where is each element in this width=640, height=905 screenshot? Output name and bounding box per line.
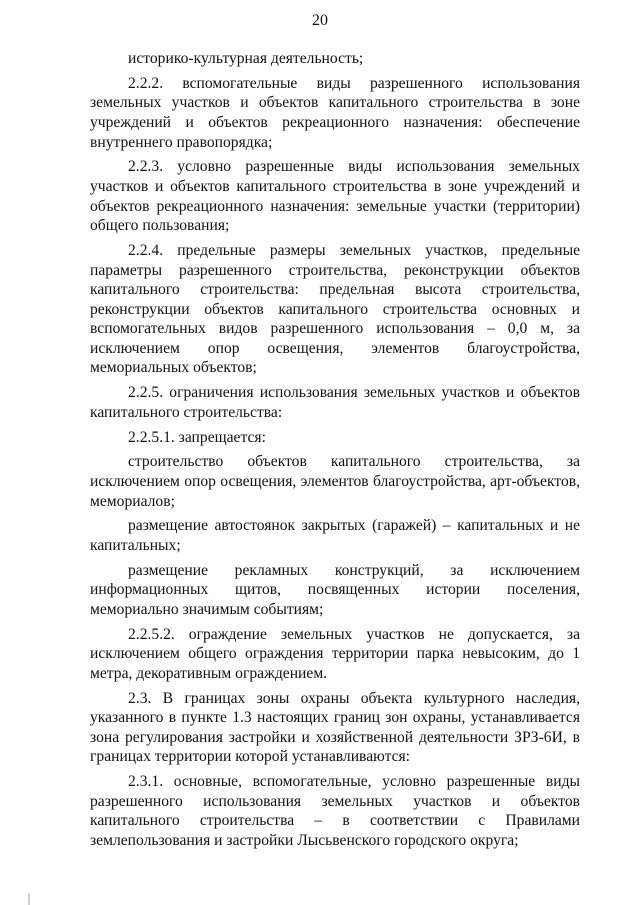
paragraph-2-2-5: 2.2.5. ограничения использования земельных участков и объектов капитального строительства:: [90, 384, 580, 421]
paragraph-advertising-ban: размещение рекламных конструкций, за исключением информационных щитов, посвященных истории поселения, мемориально значимым событиям;: [90, 561, 580, 618]
paragraph-2-2-5-1: 2.2.5.1. запрещается:: [128, 428, 266, 446]
document-body: [90, 49, 580, 856]
paragraph-parking-ban: размещение автостоянок закрытых (гаражей) – капитальных и не капитальных;: [90, 517, 580, 554]
paragraph-historical-cultural-activity: историко-культурная деятельность;: [128, 50, 364, 67]
paragraph-construction-ban: строительство объектов капитального строительства, за исключением опор освещения, элементов благоустройства, арт-объектов, мемориалов;: [90, 453, 580, 510]
paragraph-2-3-1: 2.3.1. основные, вспомогательные, условно разрешенные виды разрешенного использования земельных участков и объектов капитального строительства – в соответствии с Правилами землепользования и застройки Лысьвенского городского округа;: [90, 773, 580, 850]
paragraph-2-3: 2.3. В границах зоны охраны объекта культурного наследия, указанного в пункте 1.3 настоящих границ зон охраны, устанавливается зона регулирования застройки и хозяйственной деятельности ЗРЗ-6И, в границах территории которой устанавливаются:: [90, 689, 580, 766]
paragraph-2-2-3: 2.2.3. условно разрешенные виды использования земельных участков и объектов капитального строительства в зоне учреждений и объектов рекреационного назначения: земельные участки (территории) общего пользования;: [90, 158, 580, 235]
paragraph-2-2-2: 2.2.2. вспомогательные виды разрешенного использования земельных участков и объектов капитального строительства в зоне учреждений и объектов рекреационного назначения: обеспечение внутреннего правопорядка;: [90, 74, 580, 151]
scan-edge-mark: [28, 893, 30, 905]
paragraph-2-2-4: 2.2.4. предельные размеры земельных участков, предельные параметры разрешенного строительства, реконструкции объектов капитального строительства: предельная высота строительства, реконструкции объектов капитального строительства основных и вспомогательных видов разрешенного использования – 0,0 м, за исключением опор освещения, элементов благоустройства, мемориальных объектов;: [90, 241, 580, 377]
paragraph-2-2-5-2: 2.2.5.2. ограждение земельных участков не допускается, за исключением общего ограждения территории парка невысоким, до 1 метра, декоративным ограждением.: [90, 625, 580, 682]
page-number: 20: [312, 12, 328, 29]
